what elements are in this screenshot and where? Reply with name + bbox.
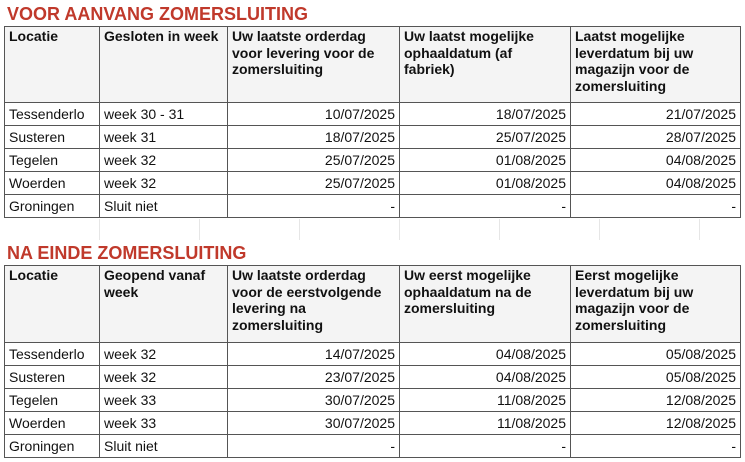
header-location: Locatie [5,266,100,343]
cell-location[interactable]: Woerden [5,172,100,195]
cell-location[interactable]: Groningen [5,435,100,458]
cell-date[interactable]: 23/07/2025 [228,366,400,389]
header-last-pickup-date: Uw laatst mogelijke ophaaldatum (af fabriek) [400,27,571,103]
cell-week[interactable]: week 30 - 31 [100,103,228,126]
section-title-after: NA EINDE ZOMERSLUITING [0,241,745,265]
cell-week[interactable]: week 32 [100,366,228,389]
cell-location[interactable]: Tessenderlo [5,343,100,366]
cell-date[interactable]: 01/08/2025 [400,149,571,172]
cell-date[interactable]: 21/07/2025 [571,103,741,126]
cell-date[interactable]: 05/08/2025 [571,366,741,389]
cell-location[interactable]: Groningen [5,195,100,218]
table-before-closure [4,26,741,218]
header-open-from-week: Geopend vanaf week [100,266,228,343]
cell-date[interactable]: - [228,435,400,458]
cell-week[interactable]: week 32 [100,172,228,195]
cell-week[interactable]: week 32 [100,149,228,172]
cell-date[interactable]: 25/07/2025 [228,172,400,195]
cell-date[interactable]: - [228,195,400,218]
grid-spacer [0,219,745,240]
table-row [5,149,741,172]
cell-week[interactable]: week 33 [100,389,228,412]
header-first-pickup-date: Uw eerst mogelijke ophaaldatum na de zomersluiting [400,266,571,343]
table-row [5,366,741,389]
table-row [5,103,741,126]
header-first-delivery-date: Eerst mogelijke leverdatum bij uw magazijn voor de zomersluiting [571,266,741,343]
section-title-before: VOOR AANVANG ZOMERSLUITING [0,2,745,26]
cell-date[interactable]: 18/07/2025 [228,126,400,149]
cell-date[interactable]: 04/08/2025 [571,149,741,172]
cell-date[interactable]: - [400,435,571,458]
cell-date[interactable]: 05/08/2025 [571,343,741,366]
cell-date[interactable]: - [400,195,571,218]
cell-week[interactable]: week 32 [100,343,228,366]
table-after-closure [4,265,741,458]
cell-date[interactable]: - [571,435,741,458]
cell-date[interactable]: - [571,195,741,218]
header-last-order-day: Uw laatste orderdag voor de eerstvolgende levering na zomersluiting [228,266,400,343]
cell-date[interactable]: 25/07/2025 [400,126,571,149]
table-row [5,412,741,435]
cell-date[interactable]: 30/07/2025 [228,389,400,412]
table-row [5,343,741,366]
cell-date[interactable]: 11/08/2025 [400,412,571,435]
header-row [5,266,741,343]
cell-week[interactable]: Sluit niet [100,195,228,218]
cell-date[interactable]: 01/08/2025 [400,172,571,195]
cell-date[interactable]: 12/08/2025 [571,412,741,435]
cell-date[interactable]: 18/07/2025 [400,103,571,126]
cell-date[interactable]: 14/07/2025 [228,343,400,366]
cell-date[interactable]: 12/08/2025 [571,389,741,412]
table-row [5,172,741,195]
cell-date[interactable]: 04/08/2025 [571,172,741,195]
cell-location[interactable]: Tegelen [5,389,100,412]
cell-date[interactable]: 10/07/2025 [228,103,400,126]
cell-week[interactable]: Sluit niet [100,435,228,458]
header-closed-week: Gesloten in week [100,27,228,103]
cell-location[interactable]: Tegelen [5,149,100,172]
table-row [5,389,741,412]
table-row [5,126,741,149]
cell-date[interactable]: 30/07/2025 [228,412,400,435]
cell-week[interactable]: week 31 [100,126,228,149]
header-location: Locatie [5,27,100,103]
cell-week[interactable]: week 33 [100,412,228,435]
cell-date[interactable]: 25/07/2025 [228,149,400,172]
cell-location[interactable]: Susteren [5,366,100,389]
cell-location[interactable]: Susteren [5,126,100,149]
table-row [5,195,741,218]
cell-date[interactable]: 28/07/2025 [571,126,741,149]
cell-date[interactable]: 04/08/2025 [400,366,571,389]
header-row [5,27,741,103]
table-row [5,435,741,458]
cell-date[interactable]: 04/08/2025 [400,343,571,366]
cell-location[interactable]: Woerden [5,412,100,435]
header-last-order-day: Uw laatste orderdag voor levering voor de zomersluiting [228,27,400,103]
cell-location[interactable]: Tessenderlo [5,103,100,126]
header-last-delivery-date: Laatst mogelijke leverdatum bij uw magazijn voor de zomersluiting [571,27,741,103]
cell-date[interactable]: 11/08/2025 [400,389,571,412]
